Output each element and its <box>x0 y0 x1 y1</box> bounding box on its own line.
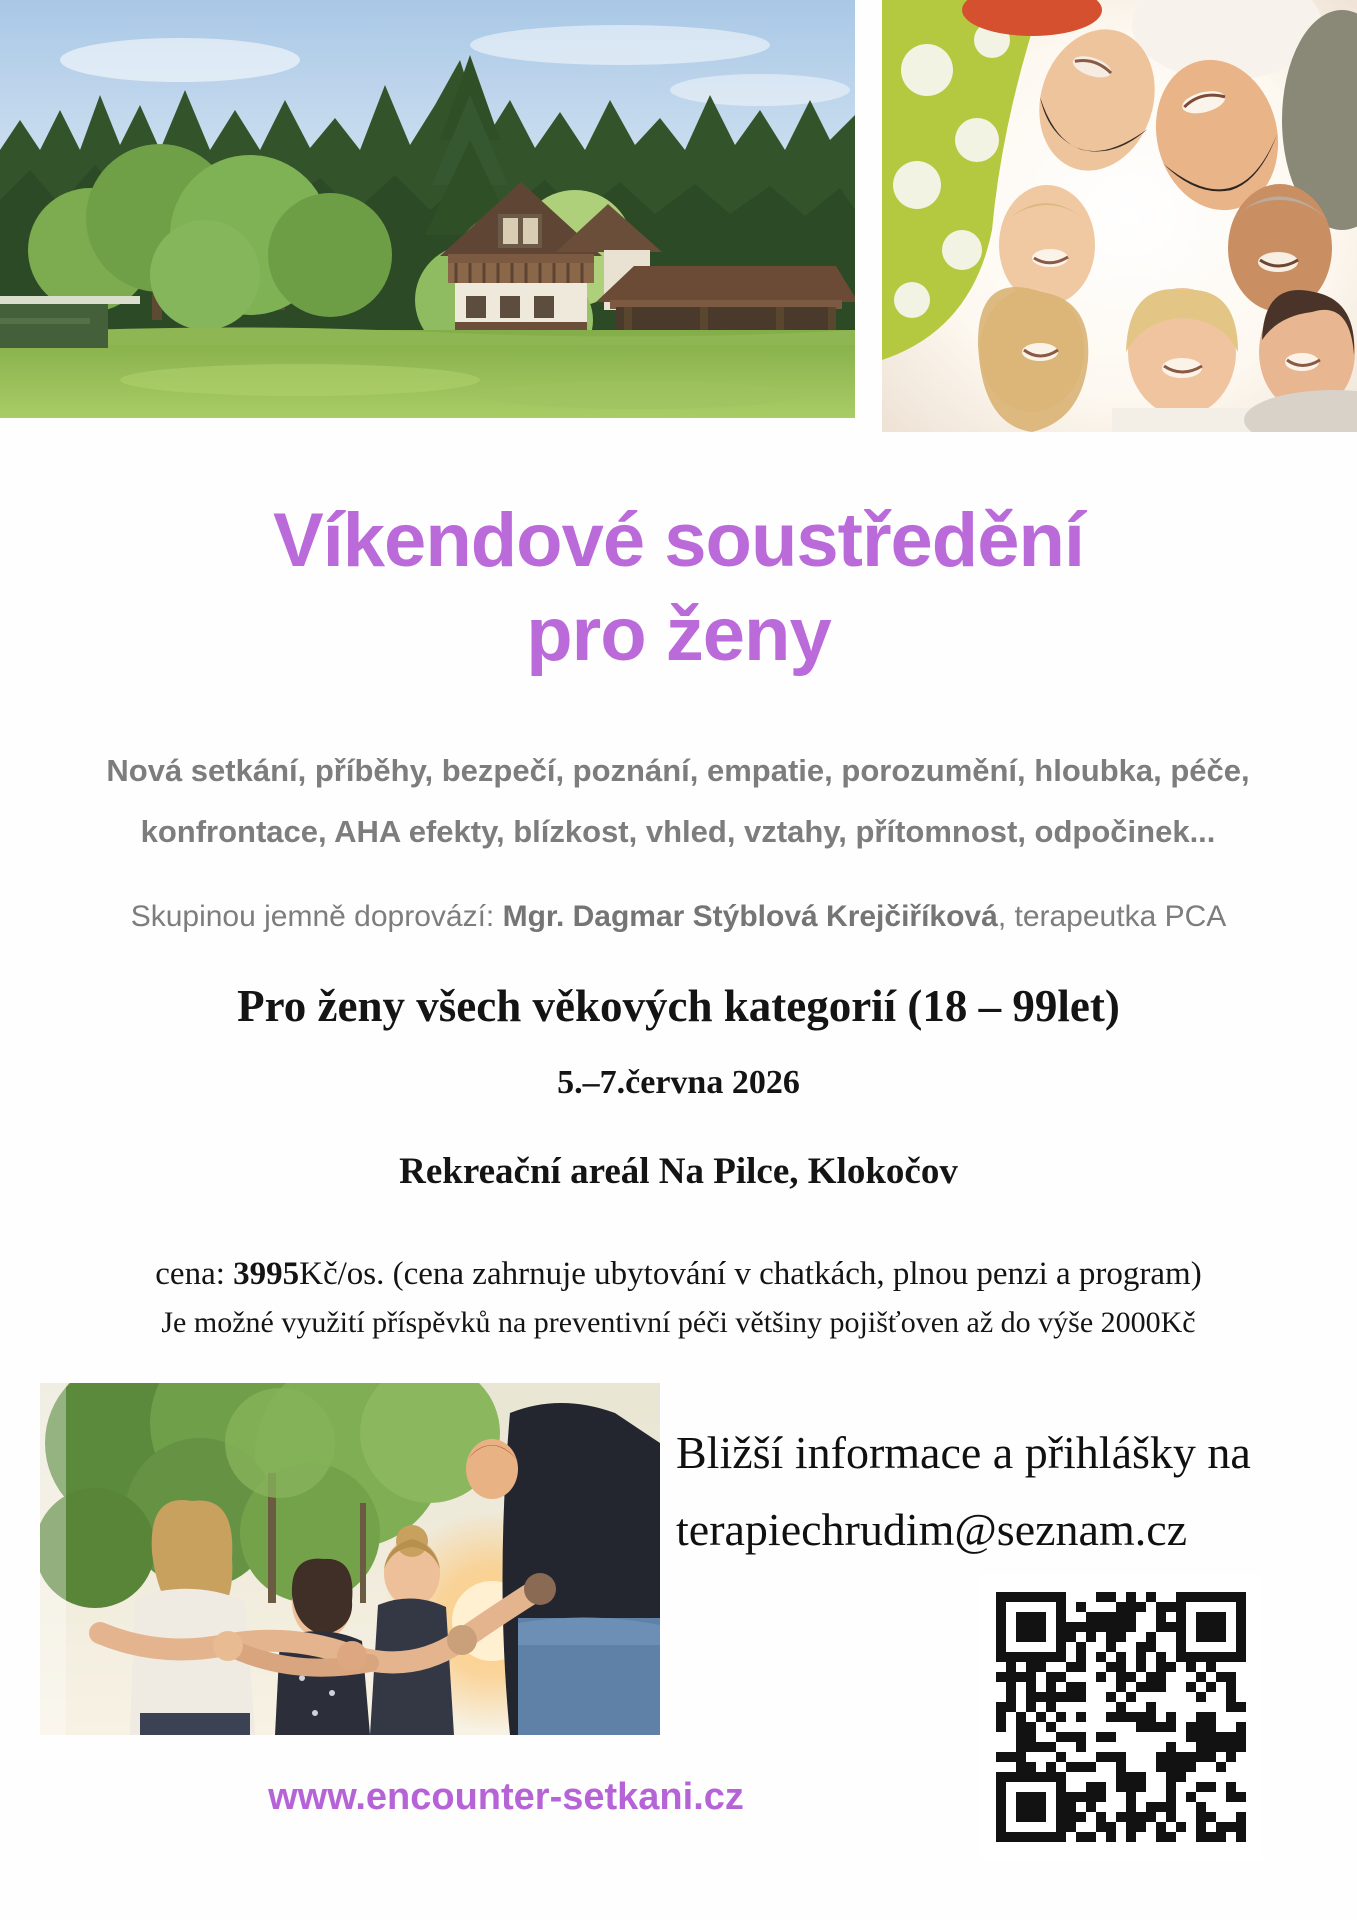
contact-info-line: Bližší informace a přihlášky na <box>676 1427 1251 1478</box>
price-value: 3995 <box>233 1256 300 1292</box>
event-venue: Rekreační areál Na Pilce, Klokočov <box>399 1151 958 1192</box>
women-circle-illustration <box>882 0 1357 432</box>
guide-prefix: Skupinou jemně doprovází: <box>130 900 503 933</box>
audience-heading: Pro ženy všech věkových kategorií (18 – 99let) <box>237 981 1120 1031</box>
holding-hands-photo <box>40 1383 660 1735</box>
women-circle-photo <box>882 0 1357 432</box>
landscape-cottage-photo <box>0 0 855 418</box>
page-title <box>0 494 1357 682</box>
email-address: terapiechrudim@seznam.cz <box>676 1504 1188 1555</box>
insurance-note: Je možné využití příspěvků na preventivní péči většiny pojišťoven až do výše 2000Kč <box>161 1306 1196 1339</box>
contact-block <box>676 1414 1316 1568</box>
qr-code-image <box>980 1574 1262 1860</box>
landscape-illustration <box>0 0 855 418</box>
guide-line <box>0 900 1357 934</box>
keywords-line-2: konfrontace, AHA efekty, blízkost, vhled, vztahy, přítomnost, odpočinek... <box>140 814 1216 849</box>
keywords-text <box>58 740 1298 862</box>
price-suffix: Kč/os. (cena zahrnuje ubytování v chatkách, plnou penzi a program) <box>299 1256 1202 1292</box>
qr-code <box>980 1574 1262 1860</box>
website-url: www.encounter-setkani.cz <box>268 1776 744 1818</box>
price-line <box>0 1256 1357 1293</box>
title-line-1: Víkendové soustředění <box>272 498 1085 583</box>
event-date: 5.–7.června 2026 <box>557 1064 800 1101</box>
holding-hands-illustration <box>40 1383 660 1735</box>
title-line-2: pro ženy <box>526 592 831 677</box>
guide-suffix: , terapeutka PCA <box>997 900 1227 933</box>
keywords-line-1: Nová setkání, příběhy, bezpečí, poznání, empatie, porozumění, hloubka, péče, <box>106 753 1250 788</box>
price-prefix: cena: <box>155 1256 234 1292</box>
guide-name: Mgr. Dagmar Stýblová Krejčiříková <box>502 900 998 933</box>
